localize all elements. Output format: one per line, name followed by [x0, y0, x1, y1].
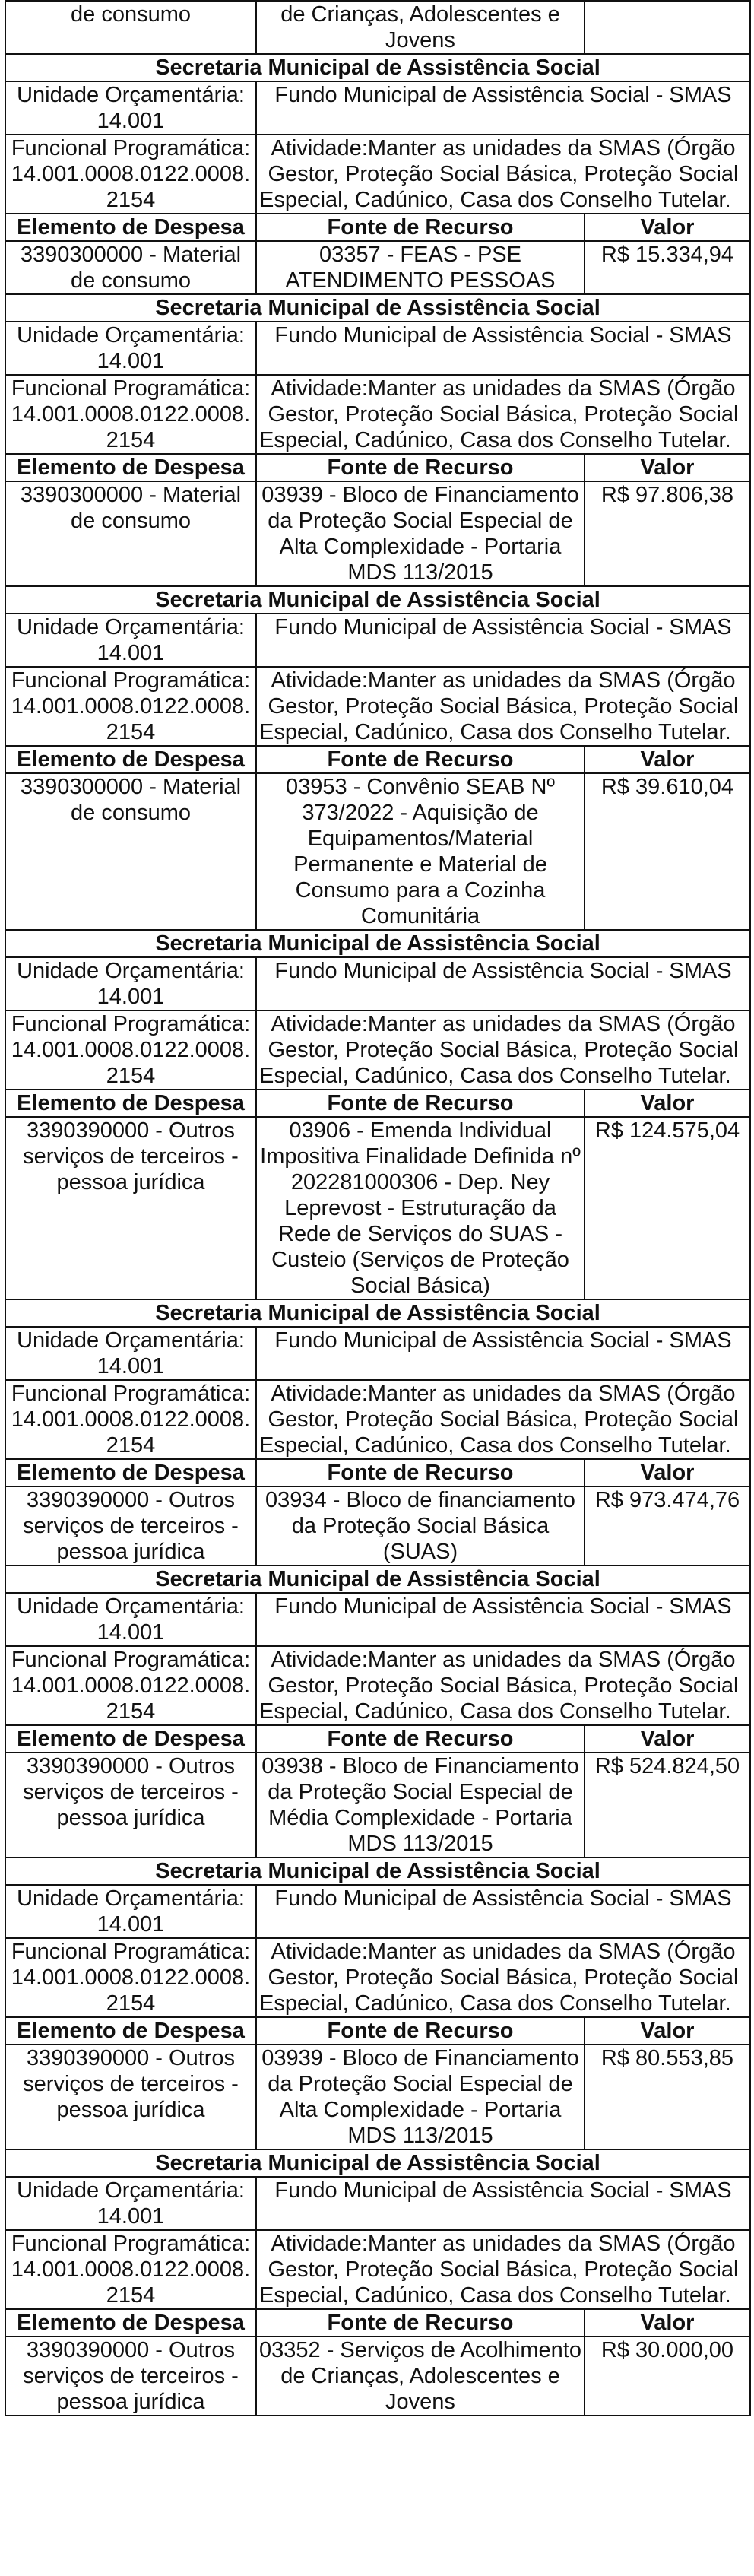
header-valor: Valor	[585, 1725, 750, 1753]
expense-row	[5, 1753, 750, 1857]
secretaria-row	[5, 1299, 750, 1327]
fonte-cell: 03934 - Bloco de financiamento da Proteção Social Básica (SUAS)	[256, 1486, 585, 1566]
unidade-value: Fundo Municipal de Assistência Social - SMAS	[256, 322, 750, 375]
header-fonte: Fonte de Recurso	[256, 746, 585, 773]
funcional-row	[5, 1010, 750, 1090]
valor-cell: R$ 39.610,04	[585, 773, 750, 930]
valor-cell	[585, 1, 750, 54]
column-header-row	[5, 2017, 750, 2045]
valor-cell: R$ 30.000,00	[585, 2336, 750, 2416]
header-elemento: Elemento de Despesa	[5, 2017, 256, 2045]
secretaria-row	[5, 2149, 750, 2177]
secretaria-title: Secretaria Municipal de Assistência Social	[5, 1857, 750, 1885]
column-header-row	[5, 214, 750, 241]
column-header-row	[5, 454, 750, 481]
elemento-cell: 3390390000 - Outros serviços de terceiros - pessoa jurídica	[5, 1117, 256, 1299]
atividade-text: Atividade:Manter as unidades da SMAS (Órgão Gestor, Proteção Social Básica, Proteção Social Especial, Cadúnico, Casa dos Conselho Tutelar.	[256, 1938, 750, 2017]
unidade-row	[5, 2177, 750, 2230]
atividade-text: Atividade:Manter as unidades da SMAS (Órgão Gestor, Proteção Social Básica, Proteção Social Especial, Cadúnico, Casa dos Conselho Tutelar.	[256, 667, 750, 746]
header-elemento: Elemento de Despesa	[5, 1459, 256, 1486]
funcional-label: Funcional Programática: 14.001.0008.0122.0008.2154	[5, 1010, 256, 1090]
header-elemento: Elemento de Despesa	[5, 1090, 256, 1117]
unidade-label: Unidade Orçamentária: 14.001	[5, 81, 256, 135]
header-fonte: Fonte de Recurso	[256, 454, 585, 481]
expense-row	[5, 773, 750, 930]
elemento-cell: 3390390000 - Outros serviços de terceiros - pessoa jurídica	[5, 2336, 256, 2416]
funcional-row	[5, 375, 750, 454]
funcional-row	[5, 1380, 750, 1459]
continuation-row	[5, 1, 750, 54]
table-body	[5, 1, 750, 2416]
header-elemento: Elemento de Despesa	[5, 214, 256, 241]
fonte-cell: 03938 - Bloco de Financiamento da Proteção Social Especial de Média Complexidade - Portaria MDS 113/2015	[256, 1753, 585, 1857]
header-valor: Valor	[585, 454, 750, 481]
expense-row	[5, 2336, 750, 2416]
header-fonte: Fonte de Recurso	[256, 2309, 585, 2336]
atividade-text: Atividade:Manter as unidades da SMAS (Órgão Gestor, Proteção Social Básica, Proteção Social Especial, Cadúnico, Casa dos Conselho Tutelar.	[256, 2230, 750, 2309]
valor-cell: R$ 124.575,04	[585, 1117, 750, 1299]
secretaria-title: Secretaria Municipal de Assistência Social	[5, 2149, 750, 2177]
fonte-cell: 03939 - Bloco de Financiamento da Proteção Social Especial de Alta Complexidade - Portaria MDS 113/2015	[256, 2045, 585, 2149]
unidade-value: Fundo Municipal de Assistência Social - SMAS	[256, 614, 750, 667]
expense-row	[5, 1486, 750, 1566]
secretaria-title: Secretaria Municipal de Assistência Social	[5, 1566, 750, 1593]
funcional-row	[5, 1646, 750, 1725]
header-valor: Valor	[585, 746, 750, 773]
unidade-row	[5, 81, 750, 135]
header-valor: Valor	[585, 2309, 750, 2336]
unidade-row	[5, 322, 750, 375]
column-header-row	[5, 1459, 750, 1486]
budget-allocation-table	[5, 0, 751, 2416]
elemento-cell: 3390390000 - Outros serviços de terceiros - pessoa jurídica	[5, 1486, 256, 1566]
expense-row	[5, 1117, 750, 1299]
fonte-cell: 03352 - Serviços de Acolhimento de Crianças, Adolescentes e Jovens	[256, 2336, 585, 2416]
secretaria-row	[5, 54, 750, 81]
unidade-label: Unidade Orçamentária: 14.001	[5, 2177, 256, 2230]
funcional-row	[5, 1938, 750, 2017]
fonte-cell: 03939 - Bloco de Financiamento da Proteção Social Especial de Alta Complexidade - Portaria MDS 113/2015	[256, 481, 585, 586]
valor-cell: R$ 80.553,85	[585, 2045, 750, 2149]
unidade-value: Fundo Municipal de Assistência Social - SMAS	[256, 2177, 750, 2230]
secretaria-title: Secretaria Municipal de Assistência Social	[5, 294, 750, 322]
atividade-text: Atividade:Manter as unidades da SMAS (Órgão Gestor, Proteção Social Básica, Proteção Social Especial, Cadúnico, Casa dos Conselho Tutelar.	[256, 1380, 750, 1459]
secretaria-row	[5, 1566, 750, 1593]
secretaria-title: Secretaria Municipal de Assistência Social	[5, 930, 750, 957]
unidade-label: Unidade Orçamentária: 14.001	[5, 1593, 256, 1646]
funcional-label: Funcional Programática: 14.001.0008.0122.0008.2154	[5, 1938, 256, 2017]
valor-cell: R$ 15.334,94	[585, 241, 750, 294]
secretaria-title: Secretaria Municipal de Assistência Social	[5, 586, 750, 614]
valor-cell: R$ 97.806,38	[585, 481, 750, 586]
secretaria-row	[5, 294, 750, 322]
unidade-value: Fundo Municipal de Assistência Social - SMAS	[256, 1327, 750, 1380]
elemento-cell: 3390390000 - Outros serviços de terceiros - pessoa jurídica	[5, 1753, 256, 1857]
header-elemento: Elemento de Despesa	[5, 746, 256, 773]
unidade-value: Fundo Municipal de Assistência Social - SMAS	[256, 957, 750, 1010]
elemento-cell: de consumo	[5, 1, 256, 54]
funcional-row	[5, 135, 750, 214]
unidade-label: Unidade Orçamentária: 14.001	[5, 1327, 256, 1380]
elemento-cell: 3390300000 - Material de consumo	[5, 241, 256, 294]
funcional-label: Funcional Programática: 14.001.0008.0122.0008.2154	[5, 667, 256, 746]
unidade-row	[5, 614, 750, 667]
header-fonte: Fonte de Recurso	[256, 214, 585, 241]
column-header-row	[5, 746, 750, 773]
secretaria-title: Secretaria Municipal de Assistência Social	[5, 1299, 750, 1327]
valor-cell: R$ 973.474,76	[585, 1486, 750, 1566]
valor-cell: R$ 524.824,50	[585, 1753, 750, 1857]
expense-row	[5, 481, 750, 586]
header-valor: Valor	[585, 1459, 750, 1486]
unidade-label: Unidade Orçamentária: 14.001	[5, 1885, 256, 1938]
atividade-text: Atividade:Manter as unidades da SMAS (Órgão Gestor, Proteção Social Básica, Proteção Social Especial, Cadúnico, Casa dos Conselho Tutelar.	[256, 135, 750, 214]
atividade-text: Atividade:Manter as unidades da SMAS (Órgão Gestor, Proteção Social Básica, Proteção Social Especial, Cadúnico, Casa dos Conselho Tutelar.	[256, 1010, 750, 1090]
fonte-cell: 03953 - Convênio SEAB Nº 373/2022 - Aquisição de Equipamentos/Material Permanente e Material de Consumo para a Cozinha Comunitária	[256, 773, 585, 930]
header-elemento: Elemento de Despesa	[5, 2309, 256, 2336]
unidade-row	[5, 1593, 750, 1646]
funcional-label: Funcional Programática: 14.001.0008.0122.0008.2154	[5, 375, 256, 454]
unidade-row	[5, 1327, 750, 1380]
funcional-row	[5, 2230, 750, 2309]
funcional-label: Funcional Programática: 14.001.0008.0122.0008.2154	[5, 1646, 256, 1725]
secretaria-title: Secretaria Municipal de Assistência Social	[5, 54, 750, 81]
unidade-value: Fundo Municipal de Assistência Social - SMAS	[256, 1593, 750, 1646]
atividade-text: Atividade:Manter as unidades da SMAS (Órgão Gestor, Proteção Social Básica, Proteção Social Especial, Cadúnico, Casa dos Conselho Tutelar.	[256, 375, 750, 454]
unidade-label: Unidade Orçamentária: 14.001	[5, 614, 256, 667]
header-fonte: Fonte de Recurso	[256, 1725, 585, 1753]
secretaria-row	[5, 1857, 750, 1885]
header-valor: Valor	[585, 214, 750, 241]
fonte-cell: 03906 - Emenda Individual Impositiva Finalidade Definida nº 202281000306 - Dep. Ney Leprevost - Estruturação da Rede de Serviços do SUAS - Custeio (Serviços de Proteção Social Básica)	[256, 1117, 585, 1299]
unidade-value: Fundo Municipal de Assistência Social - SMAS	[256, 81, 750, 135]
header-valor: Valor	[585, 1090, 750, 1117]
atividade-text: Atividade:Manter as unidades da SMAS (Órgão Gestor, Proteção Social Básica, Proteção Social Especial, Cadúnico, Casa dos Conselho Tutelar.	[256, 1646, 750, 1725]
header-fonte: Fonte de Recurso	[256, 1090, 585, 1117]
funcional-label: Funcional Programática: 14.001.0008.0122.0008.2154	[5, 135, 256, 214]
header-elemento: Elemento de Despesa	[5, 1725, 256, 1753]
secretaria-row	[5, 586, 750, 614]
unidade-row	[5, 957, 750, 1010]
secretaria-row	[5, 930, 750, 957]
elemento-cell: 3390300000 - Material de consumo	[5, 773, 256, 930]
unidade-label: Unidade Orçamentária: 14.001	[5, 322, 256, 375]
column-header-row	[5, 1090, 750, 1117]
unidade-row	[5, 1885, 750, 1938]
column-header-row	[5, 2309, 750, 2336]
unidade-label: Unidade Orçamentária: 14.001	[5, 957, 256, 1010]
expense-row	[5, 2045, 750, 2149]
header-elemento: Elemento de Despesa	[5, 454, 256, 481]
header-fonte: Fonte de Recurso	[256, 1459, 585, 1486]
header-valor: Valor	[585, 2017, 750, 2045]
funcional-label: Funcional Programática: 14.001.0008.0122.0008.2154	[5, 1380, 256, 1459]
fonte-cell: de Crianças, Adolescentes e Jovens	[256, 1, 585, 54]
elemento-cell: 3390300000 - Material de consumo	[5, 481, 256, 586]
column-header-row	[5, 1725, 750, 1753]
funcional-row	[5, 667, 750, 746]
unidade-value: Fundo Municipal de Assistência Social - SMAS	[256, 1885, 750, 1938]
elemento-cell: 3390390000 - Outros serviços de terceiros - pessoa jurídica	[5, 2045, 256, 2149]
expense-row	[5, 241, 750, 294]
funcional-label: Funcional Programática: 14.001.0008.0122.0008.2154	[5, 2230, 256, 2309]
header-fonte: Fonte de Recurso	[256, 2017, 585, 2045]
fonte-cell: 03357 - FEAS - PSE ATENDIMENTO PESSOAS	[256, 241, 585, 294]
